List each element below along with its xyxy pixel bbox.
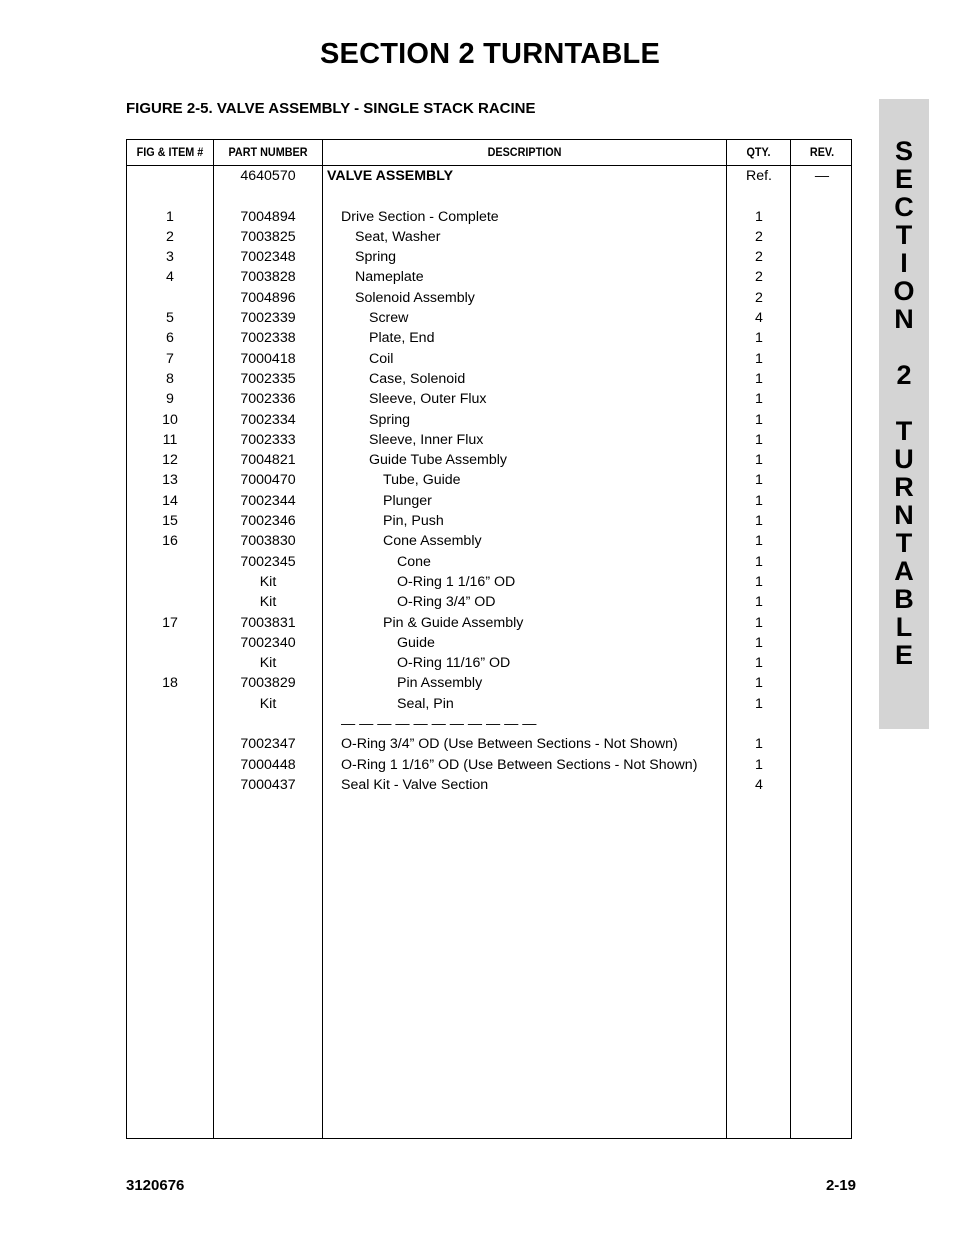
side-tab-letter: T <box>895 528 913 558</box>
part-number: 7002347 <box>240 736 296 753</box>
header-qty: QTY. <box>746 145 771 159</box>
revision: — <box>814 168 830 184</box>
table-row <box>127 572 851 592</box>
part-description: Coil <box>369 350 394 367</box>
part-number: 7002348 <box>240 249 296 266</box>
quantity: 1 <box>755 634 763 651</box>
part-description: Sleeve, Outer Flux <box>369 391 487 408</box>
part-number: 7000418 <box>240 350 296 367</box>
quantity: 1 <box>755 594 763 611</box>
header-description: DESCRIPTION <box>487 145 562 159</box>
table-row <box>127 714 851 734</box>
item-number: 9 <box>166 391 174 408</box>
table-row <box>127 430 851 450</box>
part-number: 7003828 <box>240 269 296 286</box>
table-row <box>127 552 851 572</box>
part-number: 7003825 <box>240 228 296 245</box>
side-tab-letter: O <box>893 276 915 306</box>
part-number: 7003830 <box>240 533 296 550</box>
part-description: Cone Assembly <box>383 533 482 550</box>
table-row <box>127 308 851 328</box>
quantity: 1 <box>755 756 763 773</box>
section-title: SECTION 2 TURNTABLE <box>320 38 660 70</box>
part-description: Screw <box>369 310 409 327</box>
part-number: Kit <box>259 655 277 672</box>
part-number: 7002340 <box>240 634 296 651</box>
table-row <box>127 410 851 430</box>
quantity: 1 <box>755 208 763 225</box>
part-number: 7002344 <box>240 492 296 509</box>
table-row <box>127 227 851 247</box>
item-number: 7 <box>166 350 174 367</box>
table-row <box>127 694 851 714</box>
side-tab-letter: E <box>894 164 913 194</box>
item-number: 17 <box>162 614 178 631</box>
part-description: O-Ring 11/16” OD <box>397 655 511 672</box>
table-row <box>127 166 851 186</box>
part-description: Case, Solenoid <box>369 370 466 387</box>
table-body <box>127 166 851 795</box>
side-tab-letter: R <box>894 472 914 502</box>
side-tab-letter: A <box>894 556 914 586</box>
quantity: 1 <box>755 411 763 428</box>
side-tab-letter: T <box>895 220 913 250</box>
table-row <box>127 389 851 409</box>
quantity: 1 <box>755 553 763 570</box>
side-tab-letter: L <box>895 612 913 642</box>
part-description: Guide Tube Assembly <box>369 452 508 469</box>
part-number: 7002336 <box>240 391 296 408</box>
header-fig-item: FIG & ITEM # <box>136 145 204 159</box>
part-description: Solenoid Assembly <box>355 289 475 306</box>
part-number: 7000437 <box>240 776 296 793</box>
quantity: 1 <box>755 472 763 489</box>
item-number: 11 <box>162 431 178 448</box>
item-number: 1 <box>166 208 174 225</box>
item-number: 12 <box>162 452 178 469</box>
part-description: Spring <box>369 411 411 428</box>
quantity: 1 <box>755 330 763 347</box>
quantity: 1 <box>755 736 763 753</box>
item-number: 10 <box>162 411 178 428</box>
table-row <box>127 653 851 673</box>
item-number: 14 <box>162 492 178 509</box>
quantity: 1 <box>755 431 763 448</box>
part-description: — — — — — — — — — — — <box>341 716 537 733</box>
side-tab-letter: N <box>894 500 914 530</box>
part-number: 7002334 <box>240 411 296 428</box>
table-row <box>127 592 851 612</box>
quantity: 1 <box>755 492 763 509</box>
table-row <box>127 775 851 795</box>
part-description: Nameplate <box>355 269 424 286</box>
item-number: 13 <box>162 472 178 489</box>
table-row <box>127 207 851 227</box>
part-number: 7002345 <box>240 553 296 570</box>
part-number: 7003829 <box>240 675 296 692</box>
quantity: 2 <box>755 249 763 266</box>
part-number: 7000448 <box>240 756 296 773</box>
part-number: 7004821 <box>240 452 296 469</box>
table-row <box>127 288 851 308</box>
page-number: 2-19 <box>825 1177 856 1194</box>
quantity: Ref. <box>745 168 773 184</box>
part-number: 7002335 <box>240 370 296 387</box>
item-number: 3 <box>166 249 174 266</box>
side-tab-letter: S <box>894 136 913 166</box>
quantity: 2 <box>755 289 763 306</box>
part-number: Kit <box>259 573 277 590</box>
part-number: 7004896 <box>240 289 296 306</box>
document-number: 3120676 <box>126 1177 185 1194</box>
quantity: 1 <box>755 452 763 469</box>
table-row <box>127 755 851 775</box>
part-description: O-Ring 3/4” OD (Use Between Sections - Not Shown) <box>341 736 678 753</box>
part-description: Pin Assembly <box>397 675 483 692</box>
part-description: Guide <box>397 634 435 651</box>
parts-table <box>126 139 852 1139</box>
section-side-tab <box>879 99 929 729</box>
side-tab-letter: E <box>894 640 913 670</box>
item-number: 6 <box>166 330 174 347</box>
part-description: Plunger <box>383 492 432 509</box>
table-row <box>127 673 851 693</box>
quantity: 2 <box>755 269 763 286</box>
item-number: 16 <box>162 533 178 550</box>
quantity: 4 <box>755 776 763 793</box>
part-number: 7002333 <box>240 431 296 448</box>
part-description: Drive Section - Complete <box>341 208 499 225</box>
item-number: 2 <box>166 228 174 245</box>
table-row <box>127 613 851 633</box>
item-number: 4 <box>166 269 174 286</box>
quantity: 1 <box>755 573 763 590</box>
part-number: 7002339 <box>240 310 296 327</box>
quantity: 1 <box>755 391 763 408</box>
quantity: 1 <box>755 675 763 692</box>
quantity: 1 <box>755 695 763 712</box>
part-description: VALVE ASSEMBLY <box>327 168 454 184</box>
part-description: Seal, Pin <box>397 695 454 712</box>
table-header <box>127 140 851 166</box>
side-tab-letter: N <box>894 304 914 334</box>
part-number: 7002338 <box>240 330 296 347</box>
part-description: Seat, Washer <box>355 228 441 245</box>
part-description: Sleeve, Inner Flux <box>369 431 484 448</box>
header-rev: REV. <box>809 145 835 159</box>
part-description: O-Ring 1 1/16” OD (Use Between Sections - Not Shown) <box>341 756 698 773</box>
table-row <box>127 328 851 348</box>
table-row <box>127 349 851 369</box>
part-description: Pin, Push <box>383 513 444 530</box>
table-row <box>127 247 851 267</box>
quantity: 2 <box>755 228 763 245</box>
part-description: Plate, End <box>369 330 435 347</box>
item-number: 15 <box>162 513 178 530</box>
side-tab-letter: B <box>894 584 914 614</box>
part-description: Spring <box>355 249 397 266</box>
table-row <box>127 491 851 511</box>
table-row <box>127 511 851 531</box>
part-description: O-Ring 1 1/16” OD <box>397 573 516 590</box>
quantity: 1 <box>755 513 763 530</box>
part-number: Kit <box>259 594 277 611</box>
table-row <box>127 531 851 551</box>
part-number: 7000470 <box>240 472 296 489</box>
quantity: 1 <box>755 350 763 367</box>
table-row <box>127 633 851 653</box>
item-number: 18 <box>162 675 178 692</box>
quantity: 1 <box>755 655 763 672</box>
table-row <box>127 470 851 490</box>
table-row <box>127 267 851 287</box>
part-description: O-Ring 3/4” OD <box>397 594 496 611</box>
side-tab-letter: 2 <box>896 360 912 390</box>
item-number: 8 <box>166 370 174 387</box>
quantity: 4 <box>755 310 763 327</box>
table-row <box>127 450 851 470</box>
part-number: 4640570 <box>240 168 296 184</box>
table-row <box>127 369 851 389</box>
part-description: Cone <box>397 553 431 570</box>
header-part-number: PART NUMBER <box>228 145 308 159</box>
quantity: 1 <box>755 533 763 550</box>
part-number: 7004894 <box>240 208 296 225</box>
part-number: 7003831 <box>240 614 296 631</box>
part-description: Tube, Guide <box>383 472 461 489</box>
side-tab-letter: I <box>900 248 908 278</box>
item-number: 5 <box>166 310 174 327</box>
quantity: 1 <box>755 370 763 387</box>
part-description: Pin & Guide Assembly <box>383 614 524 631</box>
part-description: Seal Kit - Valve Section <box>341 776 489 793</box>
side-tab-letter: U <box>894 444 914 474</box>
quantity: 1 <box>755 614 763 631</box>
table-row <box>127 734 851 754</box>
table-row <box>127 186 851 206</box>
figure-title: FIGURE 2-5. VALVE ASSEMBLY - SINGLE STACK RACINE <box>126 100 536 117</box>
side-tab-letter: C <box>894 192 914 222</box>
side-tab-letter: T <box>895 416 913 446</box>
part-number: Kit <box>259 695 277 712</box>
part-number: 7002346 <box>240 513 296 530</box>
